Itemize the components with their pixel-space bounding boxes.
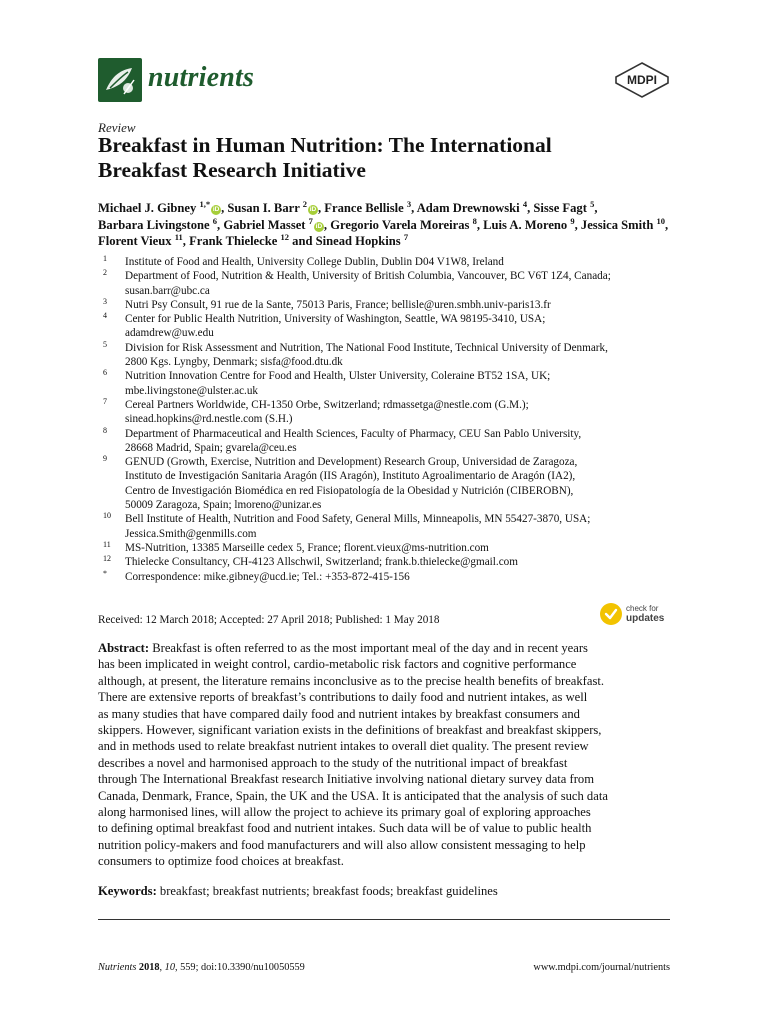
affiliation-line: GENUD (Growth, Exercise, Nutrition and Development) Research Group, Universidad de Zaragoza, [125, 456, 578, 469]
affiliation-line: 28668 Madrid, Spain; gvarela@ceu.es [125, 441, 297, 454]
author-name: Sisse Fagt [533, 201, 587, 215]
affiliation-item [103, 398, 673, 427]
affiliation-number: 9 [103, 454, 107, 464]
affiliation-number: 8 [103, 425, 107, 435]
affiliation-line: Thielecke Consultancy, CH-4123 Allschwil, Switzerland; frank.b.thielecke@gmail.com [125, 556, 518, 569]
publisher-name: MDPI [627, 73, 657, 87]
author [416, 198, 528, 215]
author-affiliation-ref: 6 [212, 215, 218, 226]
abstract-line: although, at present, the literature remains inconclusive as to the precise health benefits of breakfast. [98, 673, 605, 688]
journal-name: nutrients [148, 62, 255, 93]
check-for-updates-button[interactable] [600, 602, 672, 626]
author-name: Adam Drewnowski [416, 201, 520, 215]
abstract-label: Abstract: [98, 641, 150, 655]
author-connector: and [292, 234, 313, 248]
affiliation-number: 5 [103, 339, 107, 349]
author [580, 215, 665, 232]
abstract-line: and in methods used to relate breakfast nutrient intakes to overall diet quality. The present review [98, 739, 589, 754]
abstract [98, 640, 670, 870]
affiliation-line: adamdrew@uw.edu [125, 327, 214, 340]
author-name: Sinead Hopkins [315, 234, 401, 248]
abstract-line: consumers to optimize food choices at breakfast. [98, 854, 344, 869]
author-affiliation-ref: 2 [302, 198, 307, 209]
author-name: Susan I. Barr [227, 201, 300, 215]
orcid-icon[interactable]: iD [212, 206, 220, 213]
affiliation-number: 6 [103, 368, 107, 378]
footer-doi: , 559; doi:10.3390/nu10050559 [174, 962, 305, 973]
affiliation-line: 2800 Kgs. Lyngby, Denmark; sisfa@food.dtu.dk [125, 356, 343, 369]
author-name: Barbara Livingstone [98, 217, 210, 232]
keywords [98, 884, 498, 899]
author-name: Frank Thielecke [189, 234, 278, 248]
abstract-line: nutrition policy-makers and food manufacturers and will also allow consistent messaging to help [98, 837, 586, 852]
journal-header [98, 58, 670, 104]
affiliation-item [103, 298, 673, 312]
affiliation-line: Centro de Investigación Biomédica en red Fisiopatología de la Obesidad y Nutrición (CIBEROBN), [125, 484, 574, 497]
author-affiliation-ref: 11 [174, 231, 183, 242]
affiliation-number: * [103, 568, 107, 578]
affiliation-line: Cereal Partners Worldwide, CH-1350 Orbe, Switzerland; rdmassetga@nestle.com (G.M.); [125, 398, 529, 411]
affiliation-line: Center for Public Health Nutrition, University of Washington, Seattle, WA 98195-3410, USA; [125, 313, 546, 326]
author-name: Gabriel Masset [223, 217, 306, 232]
affiliation-number: 10 [103, 511, 111, 521]
title-line: Breakfast in Human Nutrition: The International [98, 133, 552, 157]
author-list: Michael J. Gibney $^{1,*}$iD , Susan I. Barr $^2$iD , France Bellisle $^3$, Adam Drewnowski $^4$, Sisse Fagt $^5$, Barbara Livingstone $^6$, Gabriel Masset $^7$iD , Gregorio Varela Moreiras $^8$, Luis A. Moreno $^9$, Jessica Smith $^{10}$, Florent Vieux $^{11}$, Frank Thielecke $^{12}$ and Sinead Hopkins $^7$ [98, 198, 669, 248]
affiliation-item [103, 570, 673, 584]
footer-journal: Nutrients [98, 962, 137, 973]
check-updates-line1: check for [626, 604, 659, 613]
author [98, 215, 218, 232]
abstract-line: along harmonised lines, will allow the project to achieve its primary goal of exploring approaches [98, 805, 591, 820]
affiliation-item [103, 255, 673, 269]
author-name: Gregorio Varela Moreiras [330, 217, 470, 232]
abstract-text: Breakfast is often referred to as the most important meal of the day and in recent years [152, 641, 588, 655]
affiliation-number: 2 [103, 268, 107, 278]
affiliation-number: 11 [103, 539, 111, 549]
affiliation-line: sinead.hopkins@rd.nestle.com (S.H.) [125, 413, 293, 426]
affiliation-item [103, 369, 673, 398]
author-name: Florent Vieux [98, 234, 172, 248]
affiliation-line: susan.barr@ubc.ca [125, 284, 210, 297]
affiliation-item [103, 427, 673, 456]
affiliation-item [103, 555, 673, 569]
affiliation-line: Jessica.Smith@genmills.com [125, 527, 257, 540]
author [324, 198, 412, 215]
author [98, 231, 183, 248]
affiliation-line: Bell Institute of Health, Nutrition and Food Safety, General Mills, Minneapolis, MN 55427-3870, USA; [125, 513, 591, 526]
author [315, 231, 409, 248]
affiliation-line: Correspondence: mike.gibney@ucd.ie; Tel.: +353-872-415-156 [125, 570, 410, 583]
author [483, 215, 575, 232]
affiliation-line: Division for Risk Assessment and Nutrition, The National Food Institute, Technical University of Denmark, [125, 341, 608, 354]
affiliation-number: 3 [103, 296, 107, 306]
abstract-line: There are extensive reports of breakfast’s contributions to daily food and nutrient intakes, as well [98, 690, 588, 705]
affiliations [103, 255, 673, 584]
footer-volume: 10 [164, 962, 175, 973]
author [223, 215, 324, 232]
abstract-line: to defining optimal breakfast food and nutrient intakes. Such data will be of value to public health [98, 821, 592, 836]
author [189, 231, 289, 248]
author-affiliation-ref: 3 [406, 198, 412, 209]
mdpi-logo-icon [614, 62, 670, 98]
footer-citation: Nutrients 2018, 10, 559; doi:10.3390/nu10050559 [98, 962, 305, 973]
affiliation-line: Instituto de Investigación Sanitaria Aragón (IIS Aragón), Instituto Agroalimentario de Aragón (IA2), [125, 470, 576, 483]
affiliation-line: mbe.livingstone@ulster.ac.uk [125, 384, 259, 397]
article-title [98, 133, 670, 183]
affiliation-number: 1 [103, 254, 107, 263]
abstract-line: describes a novel and harmonised approach to the study of the nutritional impact of breakfast [98, 755, 568, 770]
affiliation-item [103, 512, 673, 541]
abstract-line: skippers. However, significant variation exists in the definitions of breakfast and breakfast skippers, [98, 723, 602, 738]
affiliation-item [103, 541, 673, 555]
footer-year: 2018 [138, 962, 160, 973]
affiliation-line: Nutri Psy Consult, 91 rue de la Sante, 75013 Paris, France; bellisle@uren.smbh.univ-paris13.fr [125, 298, 551, 311]
author [533, 198, 595, 215]
author-name: Michael J. Gibney [98, 201, 197, 215]
author-affiliation-ref: 9 [570, 215, 575, 226]
affiliation-line: Department of Food, Nutrition & Health, University of British Columbia, Vancouver, BC V6T 1Z4, Canada; [125, 270, 611, 283]
author-affiliation-ref: 7 [403, 231, 409, 242]
journal-url-link[interactable]: www.mdpi.com/journal/nutrients [533, 962, 670, 973]
author-affiliation-ref: 1,* [199, 198, 211, 209]
affiliation-number: 4 [103, 311, 107, 321]
affiliation-line: Institute of Food and Health, University College Dublin, Dublin D04 V1W8, Ireland [125, 256, 504, 268]
affiliation-item [103, 455, 673, 512]
check-updates-icon [600, 603, 622, 625]
affiliation-line: Nutrition Innovation Centre for Food and Health, Ulster University, Coleraine BT52 1SA, UK; [125, 370, 551, 383]
author [98, 198, 221, 215]
abstract-line: Canada, Denmark, France, Spain, the UK and the USA. It is anticipated that the analysis of such data [98, 788, 608, 803]
orcid-icon[interactable]: iD [315, 222, 323, 230]
affiliation-line: 50009 Zaragoza, Spain; lmoreno@unizar.es [125, 499, 322, 512]
affiliation-line: Department of Pharmaceutical and Health Sciences, Faculty of Pharmacy, CEU San Pablo University, [125, 427, 582, 440]
author-name: France Bellisle [324, 201, 404, 215]
author-affiliation-ref: 7 [308, 215, 313, 226]
nutrients-logo-icon [98, 58, 142, 102]
abstract-line: as many studies that have compared daily food and nutrient intakes by breakfast consumers and [98, 706, 580, 721]
author [227, 198, 318, 215]
orcid-icon[interactable]: iD [309, 206, 317, 213]
author-affiliation-ref: 5 [590, 198, 595, 209]
affiliation-item [103, 269, 673, 298]
affiliation-line: MS-Nutrition, 13385 Marseille cedex 5, France; florent.vieux@ms-nutrition.com [125, 541, 489, 554]
author-name: Jessica Smith [580, 217, 654, 232]
affiliation-item [103, 312, 673, 341]
check-updates-line2: updates [626, 613, 665, 624]
affiliation-number: 12 [103, 554, 111, 564]
affiliation-item [103, 341, 673, 370]
abstract-line: through The International Breakfast research Initiative involving national dietary survey data from [98, 772, 595, 787]
author-name: Luis A. Moreno [483, 217, 568, 232]
publication-dates: Received: 12 March 2018; Accepted: 27 April 2018; Published: 1 May 2018 [98, 614, 440, 626]
title-line: Breakfast Research Initiative [98, 158, 366, 182]
affiliation-number: 7 [103, 396, 107, 406]
author [330, 215, 477, 232]
abstract-line: has been implicated in weight control, cardio-metabolic risk factors and cognitive performance [98, 657, 577, 672]
keywords-label: Keywords: [98, 884, 157, 898]
author-affiliation-ref: 4 [522, 198, 528, 209]
keywords-text: breakfast; breakfast nutrients; breakfast foods; breakfast guidelines [159, 884, 498, 898]
author-affiliation-ref: 10 [656, 215, 665, 226]
author-affiliation-ref: 12 [280, 231, 289, 242]
article-type: Review [98, 120, 136, 135]
section-divider [98, 919, 670, 920]
author-affiliation-ref: 8 [472, 215, 477, 226]
abstract-line [98, 640, 670, 656]
